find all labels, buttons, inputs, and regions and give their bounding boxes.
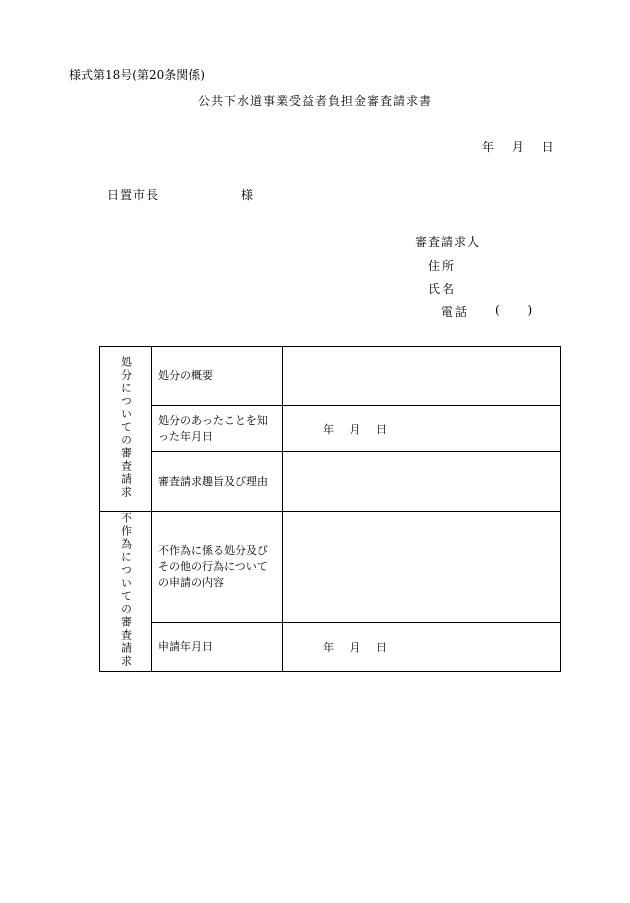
section-inaction-title: 不作為についての審査請求: [119, 512, 133, 668]
request-form-table: [99, 346, 561, 672]
row-value-field[interactable]: 年 月 日: [283, 406, 561, 452]
row-value-field[interactable]: [283, 512, 561, 623]
applicant-heading: 審査請求人: [415, 235, 481, 249]
row-label: 申請年月日: [152, 623, 283, 672]
row-label: 処分の概要: [152, 347, 283, 406]
submission-date: 年 月 日: [482, 140, 554, 154]
table-row: [100, 406, 561, 452]
table-row: [100, 347, 561, 406]
row-label: 処分のあったことを知った年月日: [152, 406, 283, 452]
applicant-address-label: 住所: [428, 259, 457, 273]
applicant-phone-paren: ( ): [495, 303, 533, 317]
row-label: 審査請求趣旨及び理由: [152, 452, 283, 512]
row-label: 不作為に係る処分及びその他の行為についての申請の内容: [152, 512, 283, 623]
row-value-field[interactable]: [283, 452, 561, 512]
table-row: [100, 512, 561, 623]
section-inaction: [100, 512, 152, 672]
addressee-honorific: 様: [241, 188, 254, 202]
row-value-field[interactable]: [283, 347, 561, 406]
row-value-field[interactable]: 年 月 日: [283, 623, 561, 672]
addressee-name: 日置市長: [107, 188, 160, 202]
applicant-name-label: 氏名: [428, 282, 457, 296]
section-disposition-title: 処分についての審査請求: [119, 356, 133, 499]
document-title: 公共下水道事業受益者負担金審査請求書: [197, 94, 432, 108]
applicant-phone-label: 電話: [441, 305, 470, 319]
form-number: 様式第18号(第20条関係): [69, 68, 205, 82]
section-disposition: [100, 347, 152, 512]
table-row: [100, 623, 561, 672]
table-row: [100, 452, 561, 512]
